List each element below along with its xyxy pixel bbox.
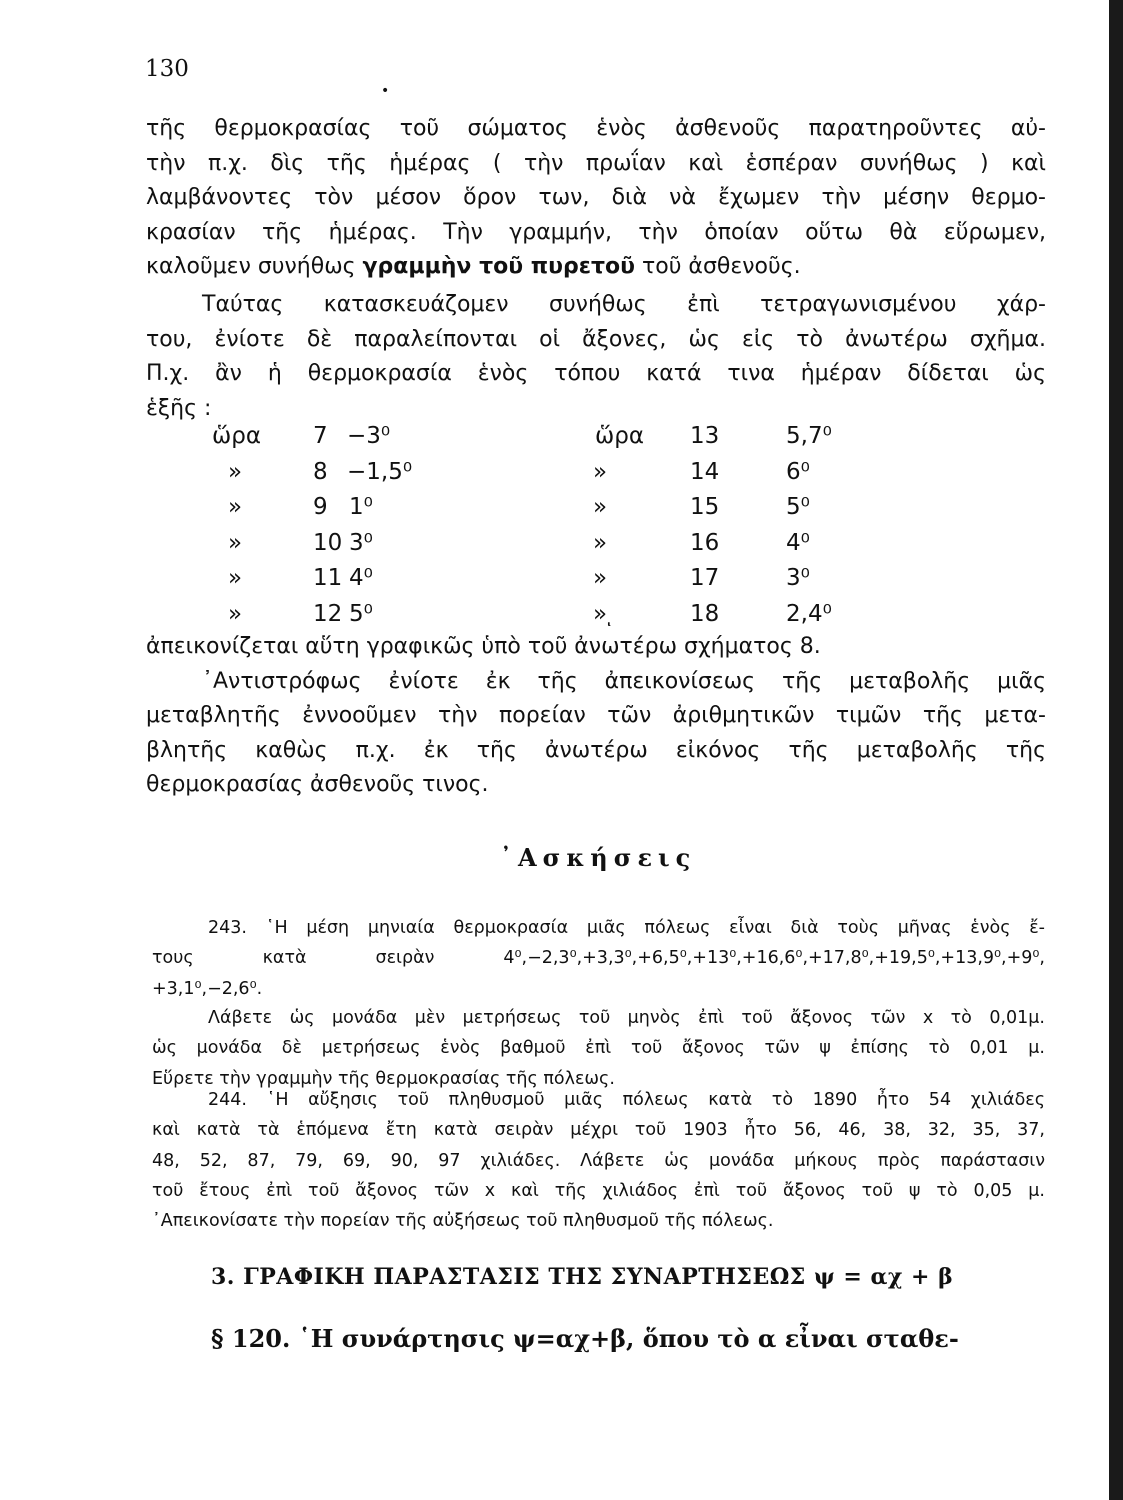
text-line: ἀπεικονίζεται αὕτη γραφικῶς ὑπὸ τοῦ ἀνωτέρω σχήματος 8. [146,634,821,659]
temperature-value: −3⁰ [347,423,391,449]
hour-value: 14 [690,458,720,485]
ditto-mark: » ͅ [593,600,615,627]
text-line: κρασίαν τῆς ἡμέρας. Τὴν γραμμήν, τὴν ὁποίαν οὕτω θὰ εὕρωμεν, [146,219,1046,245]
text-line: λαμβάνοντες τὸν μέσον ὅρον των, διὰ νὰ ἔχωμεν τὴν μέσην θερμο- [146,185,1046,210]
section-paragraph-120: § 120. ῾Η συνάρτησις ψ=αχ+β, ὅπου τὸ α εἶναι σταθε- [211,1324,959,1353]
text-line: τῆς θερμοκρασίας τοῦ σώματος ἑνὸς ἀσθενοῦς παρατηροῦντες αὐ- [146,116,1046,141]
text-line: Εὕρετε τὴν γραμμὴν τῆς θερμοκρασίας τῆς πόλεως. [152,1068,615,1089]
ink-mark: • [381,83,390,99]
exercise-243-instructions [152,1003,1045,1094]
ditto-mark: » [228,565,243,591]
scan-edge [1109,0,1123,1500]
text-line: Π.χ. ἂν ἡ θερμοκρασία ἑνὸς τόπου κατά τινα ἡμέραν δίδεται ὡς [146,361,1046,386]
table-row [200,530,840,566]
hour-value: 15 [690,494,720,520]
text-line: ἑξῆς : [146,395,212,421]
hour-value: 17 [690,565,720,591]
temperature-value: 2,4⁰ [786,600,832,627]
hour-value: 11 [313,565,343,591]
text-line: ᾿Αντιστρόφως ἐνίοτε ἐκ τῆς ἀπεικονίσεως τῆς μεταβολῆς μιᾶς [202,668,1046,694]
paragraph-inverse [146,630,1046,803]
ditto-mark: » [593,458,608,485]
exercise-243 [152,913,1045,1004]
text-line: ὡς μονάδα δὲ μετρήσεως ἑνὸς βαθμοῦ ἐπὶ τοῦ ἄξονος τῶν ψ ἐπίσης τὸ 0,01 μ. [152,1038,1045,1059]
temperature-value: 5,7⁰ [786,423,832,449]
text-line: του, ἐνίοτε δὲ παραλείπονται οἱ ἄξονες, ὡς εἰς τὸ ἀνωτέρω σχῆμα. [146,326,1046,352]
text-line: βλητῆς καθὼς π.χ. ἐκ τῆς ἀνωτέρω εἰκόνος τῆς μεταβολῆς τῆς [146,737,1046,763]
intro-paragraph [146,112,1046,285]
temperature-value: 5⁰ [786,494,810,520]
table-row [200,423,840,459]
text-line: καὶ κατὰ τὰ ἑπόμενα ἔτη κατὰ σειρὰν μέχρι τοῦ 1903 ἦτο 56, 46, 38, 32, 35, 37, [152,1120,1045,1141]
text-line: θερμοκρασίας ἀσθενοῦς τινος. [146,772,489,797]
text-line: μεταβλητῆς ἐννοοῦμεν τὴν πορείαν τῶν ἀριθμητικῶν τιμῶν τῆς μετα- [146,703,1046,728]
text-line: Ταύτας κατασκευάζομεν συνήθως ἐπὶ τετραγωνισμένου χάρ- [202,292,1046,317]
hour-label: ὥρα [595,423,645,449]
text-line: 48, 52, 87, 79, 69, 90, 97 χιλιάδες. Λάβετε ὡς μονάδα μήκους πρὸς παράστασιν [152,1150,1045,1171]
table-row [200,494,840,530]
page-number: 130 [145,56,189,82]
temperature-value: 3⁰ [786,565,810,591]
hour-label: ὥρα [212,423,262,449]
ditto-mark: » [593,529,608,556]
text-line [146,250,1046,285]
paragraph-squared-paper [146,288,1046,426]
ditto-mark: » [593,494,608,520]
text-line: Λάβετε ὡς μονάδα μὲν μετρήσεως τοῦ μηνὸς ἐπὶ τοῦ ἄξονος τῶν x τὸ 0,01μ. [208,1008,1045,1028]
temperature-value: 5⁰ [349,600,373,627]
text-line: τοῦ ἔτους ἐπὶ τοῦ ἄξονος τῶν x καὶ τῆς χιλιάδος ἐπὶ τοῦ ἄξονος τοῦ ψ τὸ 0,05 μ. [152,1180,1045,1201]
table-row [200,565,840,601]
hour-value: 16 [690,529,720,556]
ditto-mark: » [228,600,243,627]
hour-value: 13 [690,423,720,449]
temperature-value: 1⁰ [349,494,373,520]
ditto-mark: » [593,565,608,591]
text-line: τὴν π.χ. δὶς τῆς ἡμέρας ( τὴν πρωΐαν καὶ ἑσπέραν συνήθως ) καὶ [146,150,1046,176]
text-line: 244. ῾Η αὔξησις τοῦ πληθυσμοῦ μιᾶς πόλεως κατὰ τὸ 1890 ἦτο 54 χιλιάδες [208,1090,1045,1110]
hour-value: 8 [313,458,328,485]
hour-value: 12 [313,600,343,627]
ditto-mark: » [228,458,243,485]
hour-value: 18 [690,600,720,627]
table-row [200,459,840,495]
ditto-mark: » [228,494,243,520]
text-span: τοῦ ἀσθενοῦς. [635,254,801,279]
temperature-value: −1,5⁰ [347,458,413,485]
text-line: +3,1⁰,−2,6⁰. [152,978,263,999]
hour-value: 10 [313,529,343,556]
exercises-heading: ᾿Ασκήσεις [500,843,697,872]
exercise-244 [152,1085,1045,1236]
text-line: τους κατὰ σειρὰν 4⁰,−2,3⁰,+3,3⁰,+6,5⁰,+13⁰,+16,6⁰,+17,8⁰,+19,5⁰,+13,9⁰,+9⁰, [152,948,1045,969]
temperature-table [200,423,840,636]
temperature-value: 4⁰ [349,565,373,591]
temperature-value: 4⁰ [786,529,810,556]
fever-line-term: γραμμὴν τοῦ πυρετοῦ [362,254,636,279]
text-line: ᾿Απεικονίσατε τὴν πορείαν τῆς αὐξήσεως τοῦ πληθυσμοῦ τῆς πόλεως. [152,1211,774,1232]
hour-value: 7 [313,423,328,449]
text-span: καλοῦμεν συνήθως [146,254,363,279]
temperature-value: 3⁰ [349,529,373,556]
text-line: 243. ῾Η μέση μηνιαία θερμοκρασία μιᾶς πόλεως εἶναι διὰ τοὺς μῆνας ἑνὸς ἔ- [208,918,1045,938]
hour-value: 9 [313,494,328,520]
ditto-mark: » [228,529,243,556]
temperature-value: 6⁰ [786,458,810,485]
section-title: 3. ΓΡΑΦΙΚΗ ΠΑΡΑΣΤΑΣΙΣ ΤΗΣ ΣΥΝΑΡΤΗΣΕΩΣ ψ = αχ + β [211,1264,954,1290]
